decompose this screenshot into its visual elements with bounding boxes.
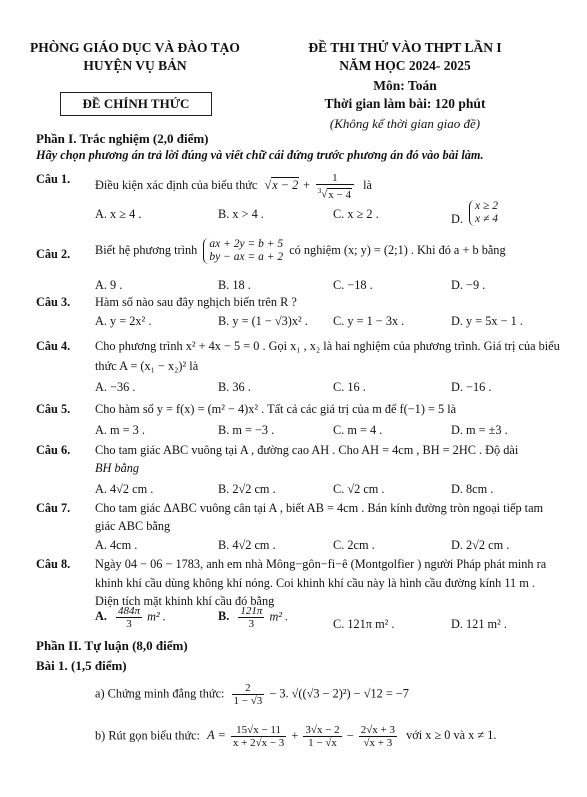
- question-text: Cho phương trình x² + 4x − 5 = 0 . Gọi x₁ , x₂ là hai nghiệm của phương trình. Giá trị của biểu: [95, 339, 560, 353]
- question-text: Cho hàm số y = f(x) = (m² − 4)x² . Tất cả các giá trị của m để f(−1) = 5 là: [95, 402, 457, 416]
- duration-note: (Không kể thời gian giao đề): [329, 116, 481, 131]
- question-text-line2: giác ABC bằng: [95, 519, 171, 533]
- question-text-line2: thức A = (x₁ − x₂)² là: [95, 359, 199, 373]
- answer-c: C. m = 4 .: [333, 423, 383, 437]
- official-exam-box: ĐỀ CHÍNH THỨC: [60, 92, 212, 116]
- question-text: Ngày 04 − 06 − 1783, anh em nhà Mông−gôn−fi−ê (Montgolfier ) người Pháp phát minh ra: [95, 557, 547, 571]
- answer-a: A. 9 .: [95, 278, 123, 292]
- bai1-part-a: a) Chứng minh đẳng thức: $\frac{2}{1 - √3}$ − 3. √((√3 − 2)²) − √12 = −7: [95, 682, 409, 707]
- question-label: Câu 1.: [36, 172, 71, 186]
- answer-b: B. y = (1 − √3)x² .: [218, 314, 308, 328]
- answer-d: D. x ≥ 2 x ≠ 4: [451, 200, 498, 226]
- question-label: Câu 8.: [36, 557, 71, 571]
- answer-d: D. 2√2 cm .: [451, 538, 510, 552]
- answer-a: A. 4cm .: [95, 538, 138, 552]
- question-text: Cho tam giác ABC vuông tại A , đường cao AH . Cho AH = 4cm , BH = 2HC . Độ dài: [95, 443, 519, 457]
- answer-a: A. x ≥ 4 .: [95, 207, 142, 221]
- exam-title: ĐỀ THI THỬ VÀO THPT LẦN I: [308, 40, 502, 55]
- answer-d: D. y = 5x − 1 .: [451, 314, 523, 328]
- question-text-line2: khinh khí cầu dùng không khí nóng. Coi khinh khí cầu này là hình cầu đường kính 11 m .: [95, 576, 535, 590]
- bai1-part-b: b) Rút gọn biểu thức: A = $\frac{15√x - 11}{x + 2√x - 3}$ + $\frac{3√x - 2}{1 - √x}$ − $\frac{2√x + 3}{√x + 3}$ với x ≥ 0 và x ≠ 1.: [95, 724, 497, 749]
- answer-a: A. m = 3 .: [95, 423, 145, 437]
- answer-d: D. −9 .: [451, 278, 486, 292]
- question-text: Cho tam giác ΔABC vuông cân tại A , biết AB = 4cm . Bán kính đường tròn ngoại tiếp tam: [95, 501, 544, 515]
- answer-d: D. −16 .: [451, 380, 492, 394]
- answer-c: C. √2 cm .: [333, 482, 385, 496]
- answer-a: A. $\frac{484\pi}{3}$ m² .: [95, 605, 166, 630]
- answer-b: B. x > 4 .: [218, 207, 264, 221]
- answer-c: C. 2cm .: [333, 538, 375, 552]
- answer-c: C. 16 .: [333, 380, 366, 394]
- question-text-line3: Diện tích mặt khinh khí cầu đó bằng: [95, 594, 275, 608]
- answer-d: D. 121 m² .: [451, 617, 507, 631]
- answer-b: B. 4√2 cm .: [218, 538, 276, 552]
- answer-d: D. 8cm .: [451, 482, 494, 496]
- answer-b: B. 18 .: [218, 278, 251, 292]
- question-text-line2: BH bằng: [95, 461, 140, 475]
- answer-c: C. y = 1 − 3x .: [333, 314, 405, 328]
- answer-b: B. m = −3 .: [218, 423, 275, 437]
- answer-b: B. 36 .: [218, 380, 251, 394]
- question-label: Câu 7.: [36, 501, 71, 515]
- question-label: Câu 4.: [36, 339, 71, 353]
- answer-b: B. $\frac{121\pi}{3}$ m² .: [218, 605, 289, 630]
- question-label: Câu 5.: [36, 402, 71, 416]
- answer-c: C. x ≥ 2 .: [333, 207, 379, 221]
- answer-a: A. −36 .: [95, 380, 136, 394]
- answer-d: D. m = ±3 .: [451, 423, 508, 437]
- question-label: Câu 6.: [36, 443, 71, 457]
- question-label: Câu 3.: [36, 295, 71, 309]
- question-label: Câu 2.: [36, 247, 71, 261]
- school-year: NĂM HỌC 2024- 2025: [339, 58, 471, 73]
- question-text: Điều kiện xác định của biểu thức √x − 2 + $\frac{1}{^3√x - 4}$ là: [95, 172, 372, 201]
- part1-instruction: Hãy chọn phương án trả lời đúng và viết chữ cái đứng trước phương án đó vào bài làm.: [36, 148, 484, 162]
- answer-b: B. 2√2 cm .: [218, 482, 276, 496]
- answer-a: A. 4√2 cm .: [95, 482, 154, 496]
- answer-c: C. 121π m² .: [333, 617, 395, 631]
- question-text: Hàm số nào sau đây nghịch biến trên R ?: [95, 295, 297, 309]
- district-name: HUYỆN VỤ BẢN: [83, 58, 187, 73]
- duration: Thời gian làm bài: 120 phút: [324, 96, 486, 111]
- subject: Môn: Toán: [373, 78, 437, 93]
- department-name: PHÒNG GIÁO DỤC VÀ ĐÀO TẠO: [30, 40, 240, 55]
- bai1-title: Bài 1. (1,5 điểm): [36, 658, 127, 673]
- part2-title: Phần II. Tự luận (8,0 điểm): [36, 638, 188, 653]
- answer-c: C. −18 .: [333, 278, 373, 292]
- question-text: Biết hệ phương trình ax + 2y = b + 5 by − ax = a + 2 có nghiệm (x; y) = (2;1) . Khi đó a + b bằng: [95, 238, 506, 263]
- part1-title: Phần I. Trắc nghiệm (2,0 điểm): [36, 131, 209, 146]
- answer-a: A. y = 2x² .: [95, 314, 152, 328]
